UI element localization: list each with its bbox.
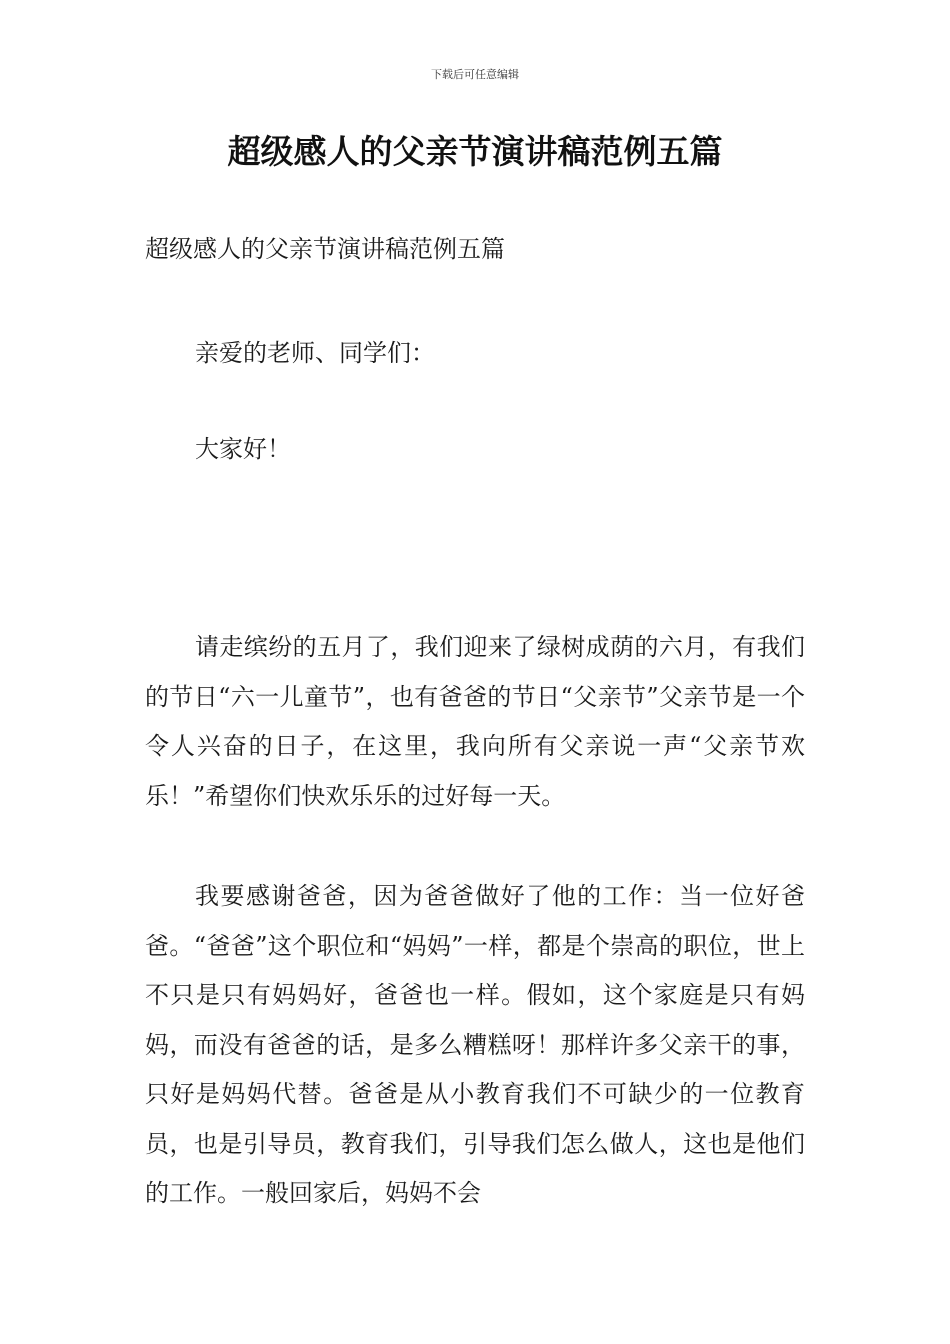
document-subtitle: 超级感人的父亲节演讲稿范例五篇 [145,235,505,263]
paragraph-2: 我要感谢爸爸，因为爸爸做好了他的工作：当一位好爸爸。“爸爸”这个职位和“妈妈”一样，都是个崇高的职位，世上不只是只有妈妈好，爸爸也一样。假如，这个家庭是只有妈妈，而没有爸爸的话，是多么糟糕呀！那样许多父亲干的事，只好是妈妈代替。爸爸是从小教育我们不可缺少的一位教育员，也是引导员，教育我们，引导我们怎么做人，这也是他们的工作。一般回家后，妈妈不会 [145,882,805,1207]
document-title: 超级感人的父亲节演讲稿范例五篇 [227,132,723,171]
paragraph-1: 请走缤纷的五月了，我们迎来了绿树成荫的六月，有我们的节日“六一儿童节”，也有爸爸的节日“父亲节”父亲节是一个令人兴奋的日子，在这里，我向所有父亲说一声“父亲节欢乐！”希望你们快欢乐乐的过好每一天。 [145,633,805,810]
header-note: 下载后可任意编辑 [431,68,519,81]
greeting: 大家好！ [195,435,291,463]
salutation: 亲爱的老师、同学们： [195,339,435,367]
